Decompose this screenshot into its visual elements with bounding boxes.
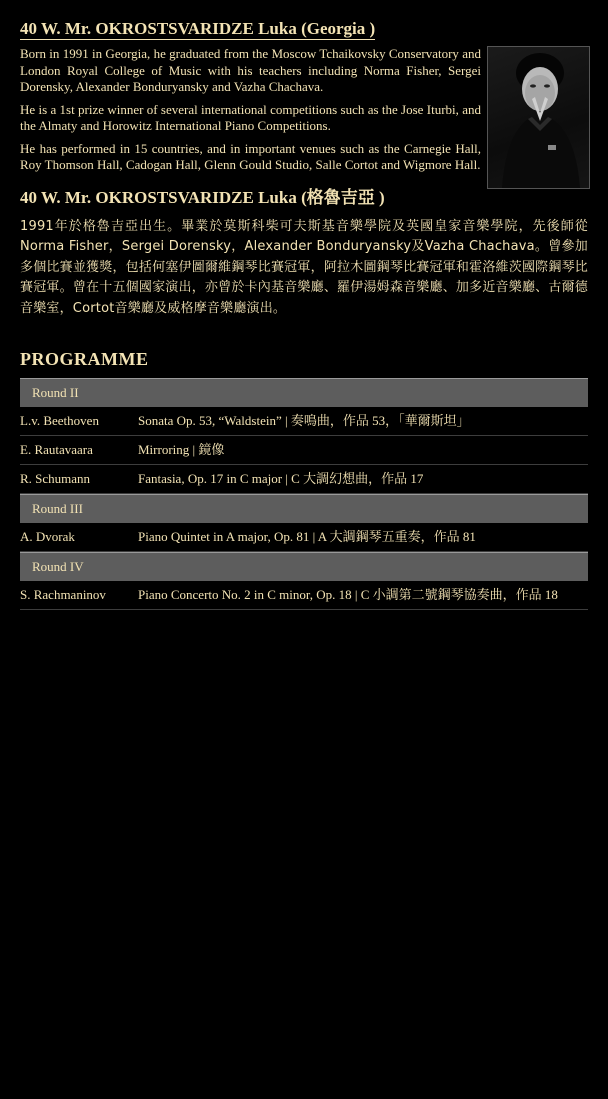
bio-paragraph: He is a 1st prize winner of several international competitions such as the Jose Iturbi, and the Almaty and Horowitz International Piano Competitions. [20,101,481,133]
programme-row [20,407,588,436]
programme-table [20,378,588,610]
bio-paragraph: He has performed in 15 countries, and in important venues such as the Carnegie Hall, Roy Thomson Hall, Cadogan Hall, Glenn Gould Studio, Salle Cortot and Wigmore Hall. [20,140,481,172]
programme-row [20,436,588,465]
programme-row [20,523,588,552]
work-title: Piano Concerto No. 2 in C minor, Op. 18 | C 小調第二號鋼琴協奏曲，作品 18 [138,587,558,602]
programme-row [20,581,588,610]
pianist-name-chinese: 40 W. Mr. OKROSTSVARIDZE Luka (格魯吉亞 ) [20,187,385,207]
work-title: Sonata Op. 53, “Waldstein” | 奏鳴曲，作品 53，「華爾斯坦」 [138,413,470,428]
work-title: Mirroring | 鏡像 [138,442,225,457]
composer-name: L.v. Beethoven [20,413,99,428]
composer-name: E. Rautavaara [20,442,93,457]
biography-english [20,46,588,174]
round-header: Round IV [20,552,588,581]
round-header: Round III [20,494,588,523]
programme-heading: PROGRAMME [20,349,149,369]
pianist-name-english: 40 W. Mr. OKROSTSVARIDZE Luka (Georgia ) [20,0,375,40]
work-title: Piano Quintet in A major, Op. 81 | A 大調鋼琴五重奏，作品 81 [138,529,476,544]
composer-name: R. Schumann [20,471,91,486]
programme-row [20,465,588,494]
round-header: Round II [20,378,588,407]
composer-name: A. Dvorak [20,529,75,544]
bio-paragraph: Born in 1991 in Georgia, he graduated from the Moscow Tchaikovsky Conservatory and London Royal College of Music with his teachers including Norma Fisher, Sergei Dorensky, Alexander Bonduryansky and Vazha Chachava. [20,46,481,94]
pianist-photo [487,46,590,189]
composer-name: S. Rachmaninov [20,587,106,602]
biography-chinese: 1991年於格魯吉亞出生。畢業於莫斯科柴可夫斯基音樂學院及英國皇家音樂學院，先後師從Norma Fisher，Sergei Dorensky，Alexander Bonduryansky及Vazha Chachava。曾參加多個比賽並獲獎，包括何塞伊圖爾維鋼琴比賽冠軍，阿拉木圖鋼琴比賽冠軍和霍洛維茨國際鋼琴比賽冠軍。曾在十五個國家演出，亦曾於卡內基音樂廳、羅伊湯姆森音樂廳、加多近音樂廳、古爾德音樂室，Cortot音樂廳及威格摩音樂廳演出。 [20,218,588,316]
work-title: Fantasia, Op. 17 in C major | C 大調幻想曲，作品 17 [138,471,424,486]
